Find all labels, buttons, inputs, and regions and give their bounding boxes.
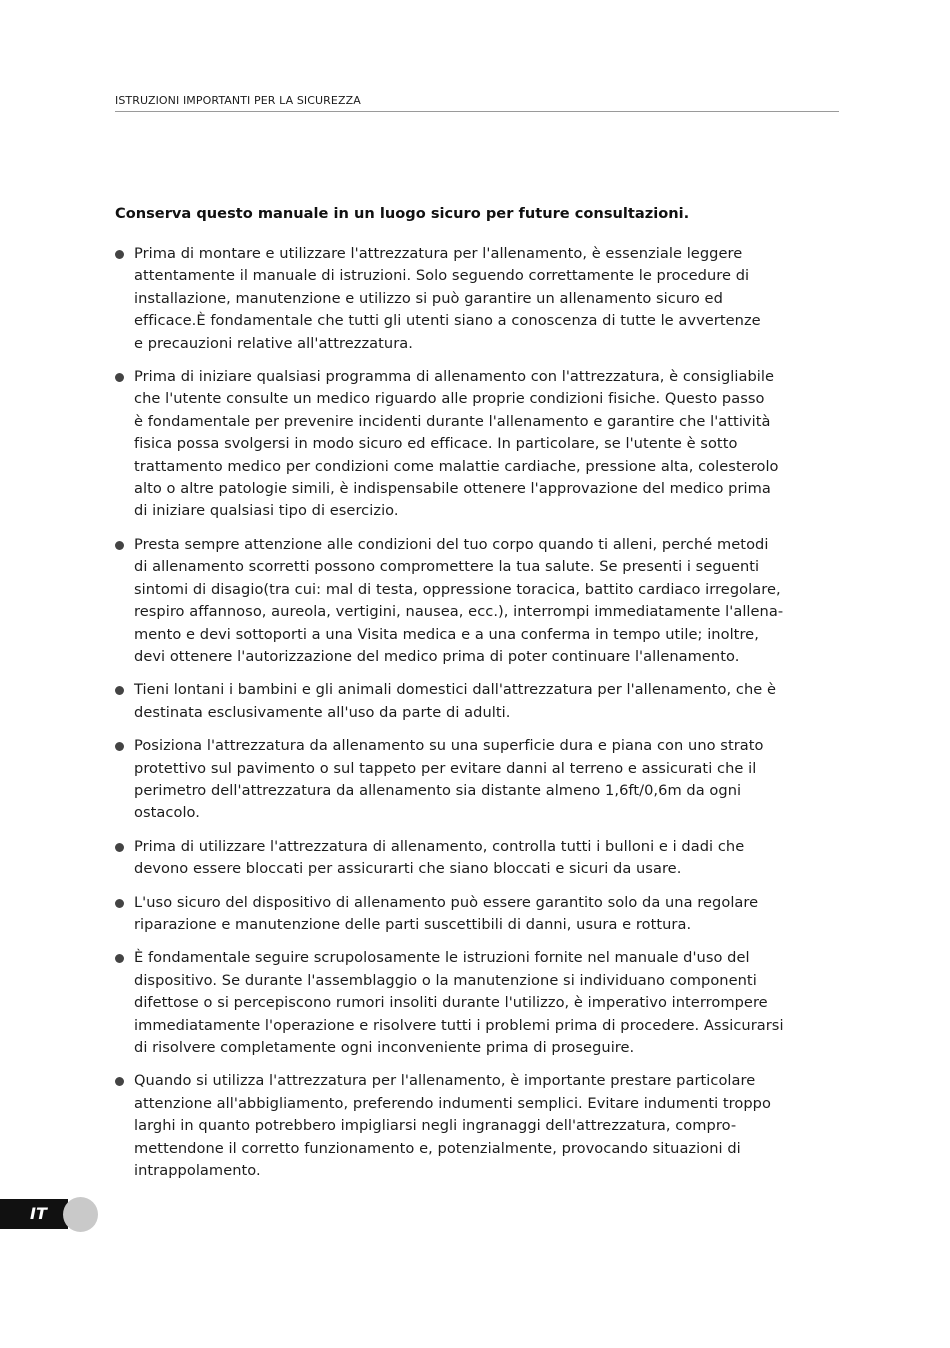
- instruction-line: intrappolamento.: [134, 1162, 261, 1180]
- instruction-line: sintomi di disagio(tra cui: mal di testa, oppressione toracica, battito cardiaco irregolare,: [134, 580, 781, 598]
- instruction-line: efficace.È fondamentale che tutti gli utenti siano a conoscenza di tutte le avvertenze: [134, 312, 761, 330]
- safety-instruction-item: [115, 679, 863, 724]
- instruction-line: installazione, manutenzione e utilizzo si può garantire un allenamento sicuro ed: [134, 289, 723, 307]
- instruction-line: attentamente il manuale di istruzioni. Solo seguendo correttamente le procedure di: [134, 267, 750, 285]
- bullet-icon: [115, 954, 124, 963]
- instruction-line: riparazione e manutenzione delle parti suscettibili di danni, usura e rottura.: [134, 915, 692, 933]
- instruction-line: alto o altre patologie simili, è indispensabile ottenere l'approvazione del medico prima: [134, 480, 771, 498]
- instruction-line: di risolvere completamente ogni inconveniente prima di proseguire.: [134, 1039, 635, 1056]
- safety-instructions-list: [115, 243, 863, 1193]
- instruction-line: attenzione all'abbigliamento, preferendo indumenti semplici. Evitare indumenti troppo: [134, 1094, 771, 1112]
- instruction-line: Prima di utilizzare l'attrezzatura di allenamento, controlla tutti i bulloni e i dadi che: [134, 837, 745, 855]
- instruction-line: perimetro dell'attrezzatura da allenamento sia distante almeno 1,6ft/0,6m da ogni: [134, 781, 742, 799]
- instruction-line: difettose o si percepiscono rumori insoliti durante l'utilizzo, è imperativo interrompere: [134, 994, 768, 1012]
- instruction-line: devi ottenere l'autorizzazione del medico prima di poter continuare l'allenamento.: [134, 647, 740, 665]
- bullet-icon: [115, 686, 124, 695]
- running-header: ISTRUZIONI IMPORTANTI PER LA SICUREZZA: [115, 94, 839, 112]
- bullet-icon: [115, 250, 124, 259]
- instruction-line: destinata esclusivamente all'uso da parte di adulti.: [134, 703, 511, 721]
- instruction-line: Prima di montare e utilizzare l'attrezzatura per l'allenamento, è essenziale leggere: [134, 245, 743, 262]
- language-tab: [0, 1199, 84, 1229]
- instruction-line: mettendone il corretto funzionamento e, potenzialmente, provocando situazioni di: [134, 1139, 741, 1157]
- instruction-line: larghi in quanto potrebbero impigliarsi negli ingranaggi dell'attrezzatura, compro-: [134, 1117, 737, 1135]
- instruction-line: trattamento medico per condizioni come malattie cardiache, pressione alta, colesterolo: [134, 457, 779, 475]
- intro-statement: Conserva questo manuale in un luogo sicuro per future consultazioni.: [115, 205, 690, 222]
- instruction-line: L'uso sicuro del dispositivo di allenamento può essere garantito solo da una regolare: [134, 893, 759, 911]
- safety-instruction-item: [115, 366, 863, 523]
- instruction-line: di allenamento scorretti possono compromettere la tua salute. Se presenti i seguenti: [134, 558, 760, 576]
- safety-instruction-item: [115, 534, 863, 668]
- language-tab-circle: [63, 1197, 98, 1232]
- bullet-icon: [115, 843, 124, 852]
- instruction-line: respiro affannoso, aureola, vertigini, nausea, ecc.), interrompi immediatamente l'allena-: [134, 603, 784, 621]
- safety-instruction-item: [115, 735, 863, 825]
- instruction-line: mento e devi sottoporti a una Visita medica e a una conferma in tempo utile; inoltre,: [134, 625, 759, 643]
- safety-instruction-item: [115, 836, 863, 881]
- instruction-line: Tieni lontani i bambini e gli animali domestici dall'attrezzatura per l'allenamento, che è: [134, 681, 777, 699]
- language-tab-label: IT: [30, 1204, 47, 1223]
- instruction-line: che l'utente consulte un medico riguardo alle proprie condizioni fisiche. Questo passo: [134, 390, 765, 408]
- bullet-icon: [115, 541, 124, 550]
- instruction-line: Prima di iniziare qualsiasi programma di allenamento con l'attrezzatura, è consigliabile: [134, 368, 775, 386]
- instruction-line: devono essere bloccati per assicurarti che siano bloccati e sicuri da usare.: [134, 860, 682, 878]
- safety-instruction-item: [115, 947, 863, 1059]
- instruction-line: ostacolo.: [134, 804, 200, 822]
- instruction-line: è fondamentale per prevenire incidenti durante l'allenamento e garantire che l'attività: [134, 412, 771, 430]
- safety-instruction-item: [115, 892, 863, 937]
- safety-instruction-item: [115, 1070, 863, 1182]
- instruction-line: dispositivo. Se durante l'assemblaggio o la manutenzione si individuano componenti: [134, 971, 757, 989]
- bullet-icon: [115, 899, 124, 908]
- instruction-line: Presta sempre attenzione alle condizioni del tuo corpo quando ti alleni, perché metodi: [134, 535, 769, 553]
- bullet-icon: [115, 1077, 124, 1086]
- bullet-icon: [115, 373, 124, 382]
- bullet-icon: [115, 742, 124, 751]
- instruction-line: È fondamentale seguire scrupolosamente le istruzioni fornite nel manuale d'uso del: [134, 949, 750, 967]
- instruction-line: di iniziare qualsiasi tipo di esercizio.: [134, 502, 399, 520]
- instruction-line: Posiziona l'attrezzatura da allenamento su una superficie dura e piana con uno strato: [134, 737, 764, 755]
- instruction-line: fisica possa svolgersi in modo sicuro ed efficace. In particolare, se l'utente è sotto: [134, 435, 738, 453]
- instruction-line: immediatamente l'operazione e risolvere tutti i problemi prima di procedere. Assicurarsi: [134, 1016, 784, 1034]
- safety-instruction-item: [115, 243, 863, 355]
- instruction-line: protettivo sul pavimento o sul tappeto per evitare danni al terreno e assicurati che il: [134, 759, 757, 777]
- instruction-line: Quando si utilizza l'attrezzatura per l'allenamento, è importante prestare particolare: [134, 1072, 756, 1090]
- instruction-line: e precauzioni relative all'attrezzatura.: [134, 334, 413, 352]
